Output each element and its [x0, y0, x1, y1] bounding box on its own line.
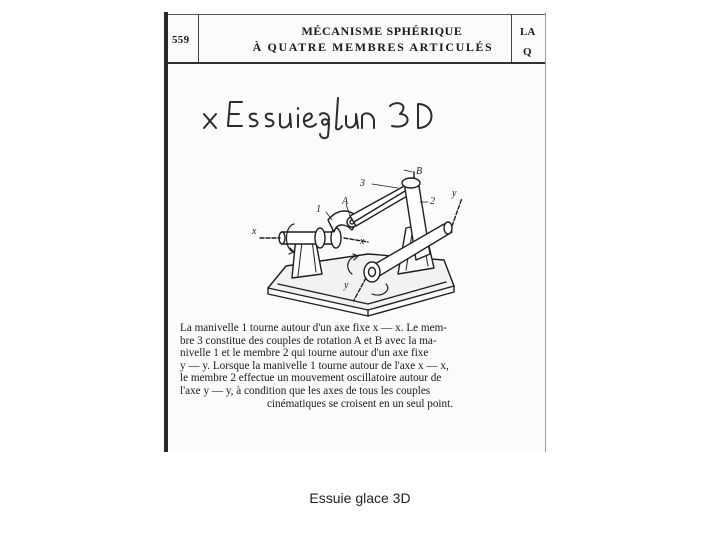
page-number: 559 — [172, 34, 190, 46]
label-member-3: 3 — [360, 178, 365, 189]
label-axis-y-top: y — [452, 188, 457, 199]
page-header — [168, 14, 545, 62]
header-top-rule — [168, 14, 545, 15]
scan-right-edge — [545, 12, 546, 452]
caption-line: nivelle 1 et le membre 2 qui tourne autour d'un axe fixe — [180, 347, 429, 360]
slide-caption: Essuie glace 3D — [309, 490, 411, 506]
label-joint-b: B — [416, 166, 423, 177]
label-axis-x-left: x — [252, 226, 257, 237]
title-line-1: MÉCANISME SPHÉRIQUE — [301, 24, 463, 38]
label-member-2: 2 — [430, 196, 435, 207]
label-axis-y-bottom: y — [344, 280, 349, 291]
caption-line: l'axe y — y, à condition que les axes de tous les couples — [180, 384, 431, 397]
mechanism-drawing — [248, 158, 472, 318]
label-member-1: 1 — [316, 204, 321, 215]
caption-line: le membre 2 effectue un mouvement oscillatoire autour de — [180, 372, 442, 385]
caption-line: bre 3 constitue des couples de rotation A et B avec la ma- — [180, 334, 437, 347]
section-code: LA — [520, 26, 536, 38]
label-joint-a: A — [342, 196, 349, 207]
connecting-member-3 — [350, 184, 414, 226]
header-bottom-rule — [168, 62, 545, 64]
label-axis-x-right: x — [360, 236, 365, 247]
caption-line: cinématiques se croisent en un seul point. — [266, 397, 454, 410]
header-divider-left — [198, 14, 199, 62]
title-line-2: À QUATRE MEMBRES ARTICULÉS — [252, 40, 494, 54]
caption-line: y — y. Lorsque la manivelle 1 tourne autour de l'axe x — x, — [180, 359, 449, 372]
scan-left-edge — [164, 12, 168, 452]
handwritten-note — [196, 92, 436, 142]
caption-line: La manivelle 1 tourne autour d'un axe fixe x — x. Le mem- — [180, 322, 448, 334]
figure-caption — [180, 322, 540, 410]
section-subcode: Q — [523, 46, 532, 58]
